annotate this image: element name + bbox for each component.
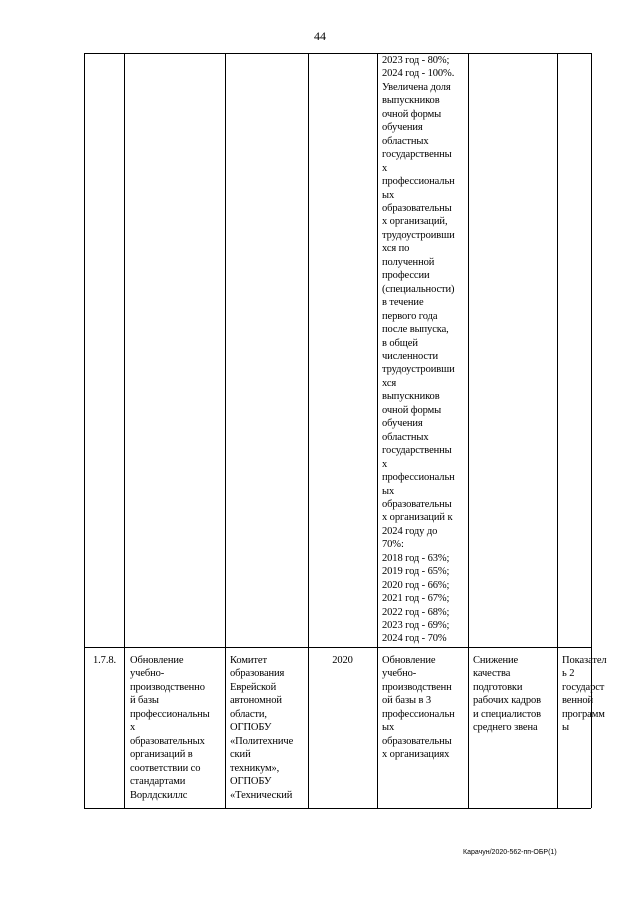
column-border xyxy=(557,53,558,808)
column-border xyxy=(308,53,309,808)
indicator-text-continued: 2023 год - 80%; 2024 год - 100%. Увеличена доля выпускников очной формы обучения областных государственны х профессиональн ых образовательны х организаций, трудоустроивши хся по полученной профессии (специальности) в течение первого года после выпуска, в общей численности трудоустроивши хся выпускников очной формы обучения областных государственны х профессиональн ых образовательны х организаций к 2024 году до 70%: 2018 год - 63%; 2019 год - 65%; 2020 год - 66%; 2021 год - 67%; 2022 год - 68%; 2023 год - 69%; 2024 год - 70% xyxy=(382,55,455,645)
table-bottom-border xyxy=(84,808,591,809)
document-code: Карачун/2020-562-пп-ОБР(1) xyxy=(463,849,557,856)
column-border xyxy=(377,53,378,808)
page-number: 44 xyxy=(314,29,326,43)
column-border xyxy=(468,53,469,808)
column-border xyxy=(225,53,226,808)
column-border xyxy=(124,53,125,808)
executors: Комитет образования Еврейской автономной области, ОГПОБУ «Политехниче ский техникум», ОГПОБУ «Технический xyxy=(230,655,294,801)
column-border xyxy=(84,53,85,808)
expected-result: Обновление учебно- производственн ой базы в 3 профессиональн ых образовательны х организациях xyxy=(382,655,455,761)
activity-name: Обновление учебно- производственно й базы профессиональны х образовательных организаций в соответствии со стандартами Ворлдскиллс xyxy=(130,655,210,801)
indicator-link: Показател ь 2 государст венной программ ы xyxy=(562,655,607,734)
row-number: 1.7.8. xyxy=(93,655,117,666)
implementation-year: 2020 xyxy=(332,655,353,666)
row-divider xyxy=(84,647,591,648)
non-implementation-consequences: Снижение качества подготовки рабочих кадров и специалистов среднего звена xyxy=(473,655,542,734)
table-top-border xyxy=(84,53,591,54)
